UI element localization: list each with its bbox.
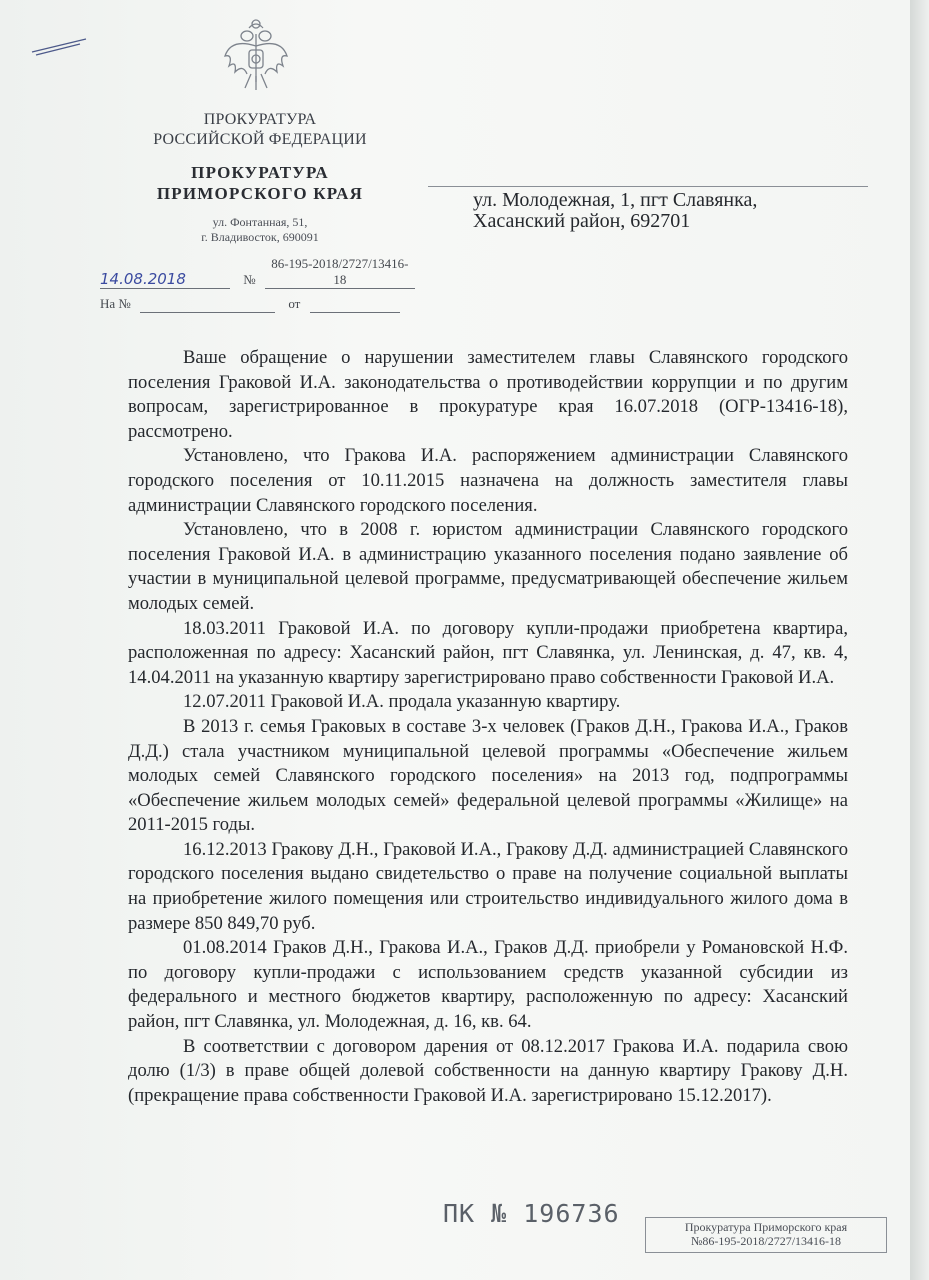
body-paragraph: 12.07.2011 Граковой И.А. продала указанную квартиру. <box>183 691 621 713</box>
outgoing-registration <box>100 256 415 289</box>
serial-number: ПК № 196736 <box>443 1199 620 1228</box>
registration-stamp-line-2: №86-195-2018/2727/13416-18 <box>690 1234 842 1248</box>
office-address-line-1: ул. Фонтанная, 51, <box>212 215 308 229</box>
handwritten-date: 14.08.2018 <box>100 270 230 289</box>
office-line-1: ПРОКУРАТУРА <box>191 163 329 182</box>
pen-mark <box>30 36 90 56</box>
addressee-rule <box>428 186 868 187</box>
registration-stamp <box>645 1217 887 1253</box>
body-paragraph: Установлено, что Гракова И.А. распоряжением администрации Славянского городского поселения от 10.11.2015 назначена на должность заместителя главы администрации Славянского городского поселения. <box>128 445 848 516</box>
body-paragraph: Ваше обращение о нарушении заместителем главы Славянского городского поселения Граковой И.А. законодательства о противодействии коррупции и по другим вопросам, зарегистрированное в прокуратуре края 16.07.2018 (ОГР-13416-18), рассмотрено. <box>128 347 848 442</box>
body-paragraph: В 2013 г. семья Граковых в составе 3-х человек (Граков Д.Н., Гракова И.А., Граков Д.Д.) стала участником муниципальной целевой программы «Обеспечение жильем молодых семей Славянского городского поселения» на 2013 год, подпрограммы «Обеспечение жильем молодых семей» федеральной целевой программы «Жилище» на 2011-2015 годы. <box>128 715 848 836</box>
reply-reference <box>100 296 400 313</box>
coat-of-arms-emblem-icon <box>221 16 291 94</box>
reply-number-blank <box>140 296 275 313</box>
scan-edge <box>910 0 929 1280</box>
org-line-1: ПРОКУРАТУРА <box>203 111 317 128</box>
reply-prefix: На № <box>100 296 131 311</box>
office-address-line-2: г. Владивосток, 690091 <box>201 230 319 244</box>
body-paragraph: 18.03.2011 Граковой И.А. по договору купли-продажи приобретена квартира, расположенная по адресу: Хасанский район, пгт Славянка, ул. Ленинская, д. 47, кв. 4, 14.04.2011 на указанную квартиру зарегистрировано право собственности Граковой И.А. <box>128 617 848 688</box>
addressee-line-1: ул. Молодежная, 1, пгт Славянка, <box>473 189 758 211</box>
body-paragraph: В соответствии с договором дарения от 08.12.2017 Гракова И.А. подарила свою долю (1/3) в праве общей долевой собственности на данную квартиру Гракову Д.Н. (прекращение права собственности Граковой И.А. зарегистрировано 15.12.2017). <box>128 1035 848 1106</box>
addressee-line-2: Хасанский район, 692701 <box>473 210 691 232</box>
outgoing-number: 86-195-2018/2727/13416-18 <box>265 256 415 289</box>
number-sign: № <box>243 272 256 287</box>
reply-from-label: от <box>288 296 301 311</box>
org-line-2: РОССИЙСКОЙ ФЕДЕРАЦИИ <box>153 131 367 148</box>
office-line-2: ПРИМОРСКОГО КРАЯ <box>156 184 364 203</box>
addressee-block <box>473 190 757 232</box>
letter-body <box>128 346 848 1108</box>
body-paragraph: 01.08.2014 Граков Д.Н., Гракова И.А., Граков Д.Д. приобрели у Романовской Н.Ф. по договору купли-продажи с использованием средств указанной субсидии из федерального и местного бюджетов квартиру, расположенную по адресу: Хасанский район, пгт Славянка, ул. Молодежная, д. 16, кв. 64. <box>128 937 848 1033</box>
body-paragraph: 16.12.2013 Гракову Д.Н., Граковой И.А., Гракову Д.Д. администрацией Славянского городского поселения выдано свидетельство о праве на получение социальной выплаты на приобретение жилого помещения или строительство индивидуального жилого дома в размере 850 849,70 руб. <box>128 838 848 934</box>
registration-stamp-line-1: Прокуратура Приморского края <box>684 1220 848 1234</box>
body-paragraph: Установлено, что в 2008 г. юристом администрации Славянского городского поселения Граковой И.А. в администрацию указанного поселения подано заявление об участии в муниципальной целевой программе, предусматривающей обеспечение жильем молодых семей. <box>128 519 848 614</box>
reply-date-blank <box>310 296 400 313</box>
